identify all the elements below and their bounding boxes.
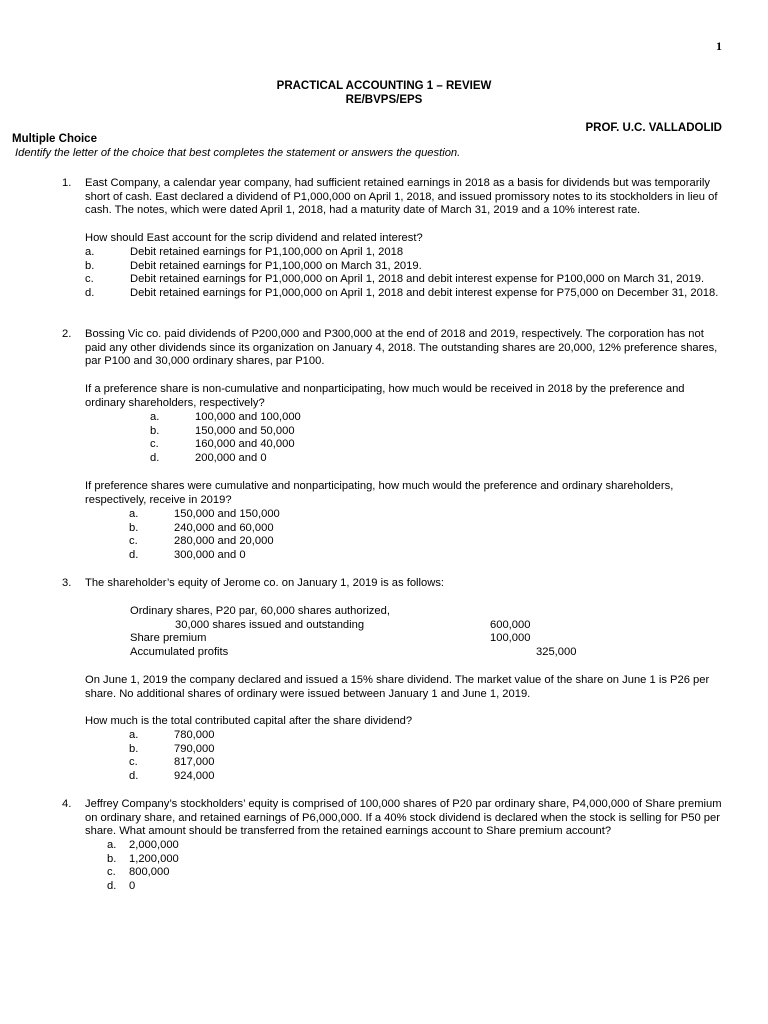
section-heading: Multiple Choice — [12, 133, 97, 145]
option-item: b. 790,000 — [129, 742, 215, 755]
option-item: c. 817,000 — [129, 756, 215, 769]
option-list — [150, 411, 450, 465]
question-number: 4. — [62, 798, 72, 810]
question-info: On June 1, 2019 the company declared and issued a 15% share dividend. The market value of the share on June 1 is P26 per share. No additional shares of ordinary were issued between January 1 and June 1, 2019. — [85, 674, 710, 700]
option-item: a. Debit retained earnings for P1,100,000 on April 1, 2018 — [85, 246, 404, 258]
option-item: c. Debit retained earnings for P1,000,000 on April 1, 2018 and debit interest expense for P100,000 on March 31, 2019. — [85, 273, 705, 286]
question-prompt: If preference shares were cumulative and nonparticipating, how much would the preference and ordinary shareholders, respectively, receive in 2019? — [85, 480, 674, 506]
option-item: b. 240,000 and 60,000 — [129, 521, 274, 534]
option-item: b. 1,200,000 — [107, 852, 179, 865]
option-item: c. 280,000 and 20,000 — [129, 535, 274, 548]
table-row: 30,000 shares issued and outstanding 600,000 — [175, 618, 531, 631]
option-item: d. 0 — [107, 879, 136, 892]
page-number: 1 — [716, 39, 722, 53]
document-title: PRACTICAL ACCOUNTING 1 – REVIEW — [276, 80, 492, 92]
document-subtitle: RE/BVPS/EPS — [345, 94, 423, 106]
table-row: Share premium 100,000 — [130, 632, 531, 645]
table-row: Accumulated profits 325,000 — [130, 645, 577, 658]
question-prompt: How much is the total contributed capital after the share dividend? — [85, 715, 413, 727]
option-item: a. 780,000 — [129, 729, 215, 741]
question-number: 3. — [62, 577, 72, 589]
option-item: a. 150,000 and 150,000 — [129, 508, 280, 520]
section-instruction: Identify the letter of the choice that best completes the statement or answers the question. — [15, 147, 461, 159]
table-row: Ordinary shares, P20 par, 60,000 shares authorized, — [130, 605, 390, 617]
option-item: d. Debit retained earnings for P1,000,000 on April 1, 2018 and debit interest expense for P75,000 on December 31, 2018. — [85, 286, 719, 299]
option-item: a. 2,000,000 — [107, 839, 179, 851]
option-list — [107, 839, 407, 893]
question-prompt: If a preference share is non-cumulative and nonparticipating, how much would be received in 2018 by the preference and ordinary shareholders, respectively? — [85, 383, 685, 409]
question-number: 1. — [62, 177, 72, 189]
option-item: b. Debit retained earnings for P1,100,000 on March 31, 2019. — [85, 259, 422, 272]
option-item: a. 100,000 and 100,000 — [150, 411, 301, 423]
question-stem: Jeffrey Company’s stockholders’ equity is comprised of 100,000 shares of P20 par ordinary share, P4,000,000 of Share premium on ordinary share, and retained earnings of P6,000,000. If a 40% stock dividend is declared when the stock is selling for P50 per share. What amount should be transferred from the retained earnings account to Share premium account? — [85, 798, 722, 838]
option-item: d. 300,000 and 0 — [129, 548, 246, 561]
question-stem: Bossing Vic co. paid dividends of P200,000 and P300,000 at the end of 2018 and 2019, respectively. The corporation has not paid any other dividends since its organization on January 4, 2018. The outstanding shares are 20,000, 12% preference shares, par P100 and 30,000 ordinary shares, par P100. — [85, 328, 718, 368]
option-list — [129, 729, 429, 783]
option-item: b. 150,000 and 50,000 — [150, 424, 295, 437]
option-list — [85, 246, 727, 300]
equity-table — [130, 605, 650, 659]
question-number: 2. — [62, 328, 72, 340]
professor-name: PROF. U.C. VALLADOLID — [585, 122, 722, 134]
question-stem: The shareholder’s equity of Jerome co. on January 1, 2019 is as follows: — [85, 577, 445, 589]
question-stem: East Company, a calendar year company, had sufficient retained earnings in 2018 as a basis for dividends but was temporarily short of cash. East declared a dividend of P1,000,000 on April 1, 2018, and issued promissory notes to its stockholders in lieu of cash. The notes, which were dated April 1, 2018, had a maturity date of March 31, 2019 and a 10% interest rate. — [85, 177, 718, 217]
option-item: c. 160,000 and 40,000 — [150, 438, 295, 451]
option-item: c. 800,000 — [107, 866, 170, 879]
option-list — [129, 508, 429, 562]
question-prompt: How should East account for the scrip dividend and related interest? — [85, 232, 423, 244]
option-item: d. 924,000 — [129, 769, 215, 782]
option-item: d. 200,000 and 0 — [150, 451, 267, 464]
